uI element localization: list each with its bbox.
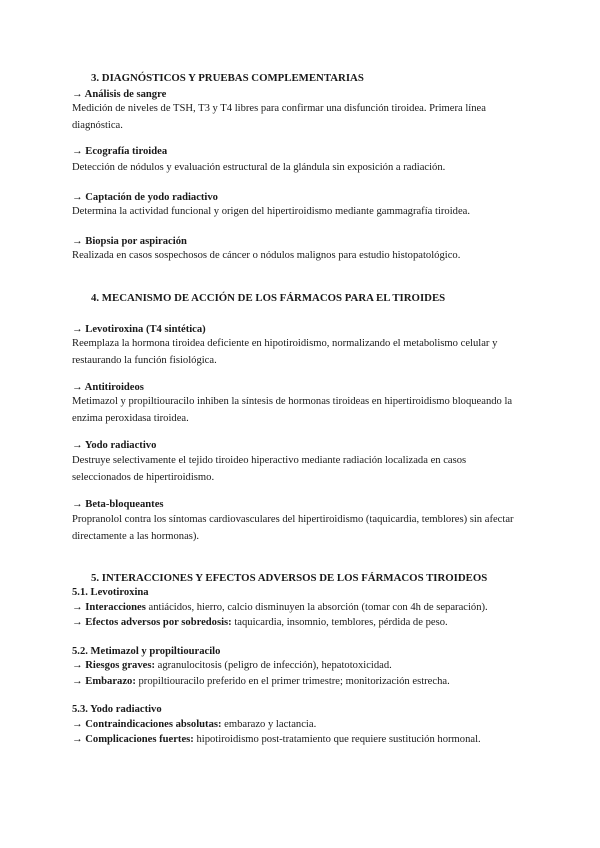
arrow-icon: →: [72, 617, 83, 628]
s5-group-2-row-1: → Riesgos graves: agranulocitosis (peligro de infección), hepatotoxicidad.: [72, 660, 392, 671]
s4-item-1-text: Reemplaza la hormona tiroidea deficiente en hipotiroidismo, normalizando el metabolismo celular y restaurando la función fisiológica.: [72, 338, 498, 366]
s5-group-3-row-2: → Complicaciones fuertes: hipotiroidismo post-tratamiento que requiere sustitución hormonal.: [72, 734, 481, 745]
s5-group-1-row-1: → Interacciones antiácidos, hierro, calcio disminuyen la absorción (tomar con 4h de separación).: [72, 602, 488, 613]
s5-group-2-row-2: → Embarazo: propiltiouracilo preferido en el primer trimestre; monitorización estrecha.: [72, 676, 450, 687]
arrow-icon: →: [72, 734, 83, 745]
arrow-icon: →: [72, 192, 83, 203]
s4-item-3-text: Destruye selectivamente el tejido tiroideo hiperactivo mediante radiación localizada en casos seleccionados de hipertiroidismo.: [72, 455, 467, 483]
s5-group-3-row-1: → Contraindicaciones absolutas: embarazo y lactancia.: [72, 719, 317, 730]
s5-group-1-title: 5.1. Levotiroxina: [72, 587, 149, 598]
arrow-icon: →: [72, 89, 83, 100]
s5-group-1-row-2: → Efectos adversos por sobredosis: taquicardia, insomnio, temblores, pérdida de peso.: [72, 617, 448, 628]
arrow-icon: →: [72, 324, 83, 335]
arrow-icon: →: [72, 236, 83, 247]
section-5-title: 5. INTERACCIONES Y EFECTOS ADVERSOS DE LOS FÁRMACOS TIROIDEOS: [91, 572, 488, 584]
s5-group-3-title: 5.3. Yodo radiactivo: [72, 704, 162, 715]
arrow-icon: →: [72, 602, 83, 613]
s4-item-4-title: → Beta-bloqueantes: [72, 499, 164, 510]
s4-item-2-title: → Antitiroideos: [72, 382, 144, 393]
section-4-title: 4. MECANISMO DE ACCIÓN DE LOS FÁRMACOS PARA EL TIROIDES: [91, 292, 446, 304]
s5-group-2-title: 5.2. Metimazol y propiltiouracilo: [72, 646, 221, 657]
section-3-title: 3. DIAGNÓSTICOS Y PRUEBAS COMPLEMENTARIAS: [91, 72, 364, 84]
s4-item-3-title: → Yodo radiactivo: [72, 440, 157, 451]
s3-item-4-text: Realizada en casos sospechosos de cáncer o nódulos malignos para estudio histopatológico.: [72, 250, 461, 261]
arrow-icon: →: [72, 719, 83, 730]
s3-item-1-text: Medición de niveles de TSH, T3 y T4 libres para confirmar una disfunción tiroidea. Primera línea diagnóstica.: [72, 103, 486, 131]
s4-item-2-text: Metimazol y propiltiouracilo inhiben la síntesis de hormonas tiroideas en hipertiroidismo bloqueando la enzima peroxidasa tiroidea.: [72, 396, 513, 424]
s4-item-4-text: Propranolol contra los síntomas cardiovasculares del hipertiroidismo (taquicardia, temblores) sin afectar directamente a las hormonas).: [72, 514, 514, 542]
arrow-icon: →: [72, 440, 83, 451]
s3-item-1-title: → Análisis de sangre: [72, 89, 167, 100]
arrow-icon: →: [72, 382, 83, 393]
s3-item-4-title: → Biopsia por aspiración: [72, 236, 187, 247]
s3-item-3-title: → Captación de yodo radiactivo: [72, 192, 218, 203]
s4-item-1-title: → Levotiroxina (T4 sintética): [72, 324, 206, 335]
s3-item-2-title: → Ecografía tiroidea: [72, 146, 168, 157]
s3-item-2-text: Detección de nódulos y evaluación estructural de la glándula sin exposición a radiación.: [72, 162, 446, 173]
arrow-icon: →: [72, 146, 83, 157]
arrow-icon: →: [72, 499, 83, 510]
arrow-icon: →: [72, 660, 83, 671]
s3-item-3-text: Determina la actividad funcional y origen del hipertiroidismo mediante gammagrafía tiroidea.: [72, 206, 471, 217]
arrow-icon: →: [72, 676, 83, 687]
